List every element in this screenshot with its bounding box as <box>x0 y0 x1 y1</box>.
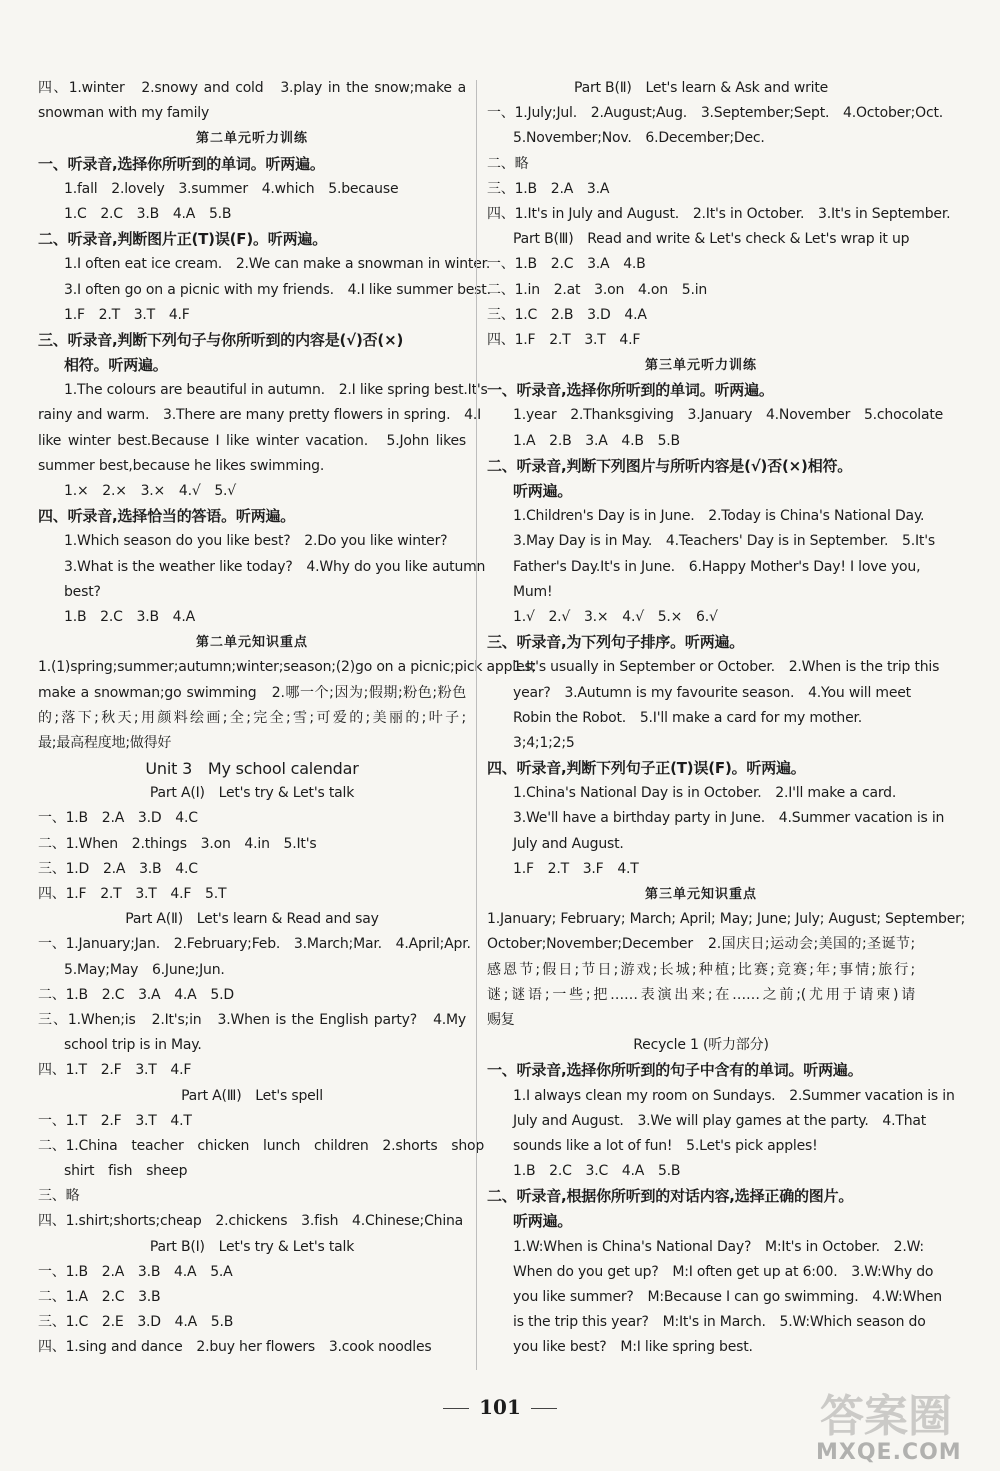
left-line: 的;落下;秋天;用颜料绘画;全;完全;雪;可爱的;美丽的;叶子; <box>38 709 466 726</box>
right-line: July and August. 3.We will play games at the party. 4.That <box>513 1112 927 1129</box>
left-line: 四、听录音,选择恰当的答语。听两遍。 <box>38 507 296 526</box>
left-line: rainy and warm. 3.There are many pretty flowers in spring. 4.I <box>38 407 482 424</box>
left-line: 四、1.sing and dance 2.buy her flowers 3.cook noodles <box>38 1339 432 1356</box>
left-line: 最;最高程度地;做得好 <box>38 734 172 751</box>
left-line: 第二单元知识重点 <box>195 635 308 651</box>
right-line: 1.Children's Day is in June. 2.Today is China's National Day. <box>513 508 925 525</box>
right-line: Part B(Ⅲ) Read and write & Let's check & Let's wrap it up <box>513 231 910 248</box>
left-line: 5.May;May 6.June;Jun. <box>64 961 225 978</box>
right-line: 谜;谜语;一些;把……表演出来;在……之前;(尤用于请柬)请 <box>487 986 915 1003</box>
right-line: 四、1.It's in July and August. 2.It's in October. 3.It's in September. <box>487 205 951 222</box>
right-line: 三、1.B 2.A 3.A <box>487 180 610 197</box>
left-line: 二、听录音,判断图片正(T)误(F)。听两遍。 <box>38 230 328 249</box>
left-line: 第二单元听力训练 <box>195 131 308 147</box>
right-line: 三、听录音,为下列句子排序。听两遍。 <box>487 633 745 652</box>
left-line: 3.What is the weather like today? 4.Why do you like autumn <box>64 558 486 575</box>
right-line: 一、1.July;Jul. 2.August;Aug. 3.September;Sept. 4.October;Oct. <box>487 105 943 122</box>
left-line: 一、1.January;Jan. 2.February;Feb. 3.March;Mar. 4.April;Apr. <box>38 936 471 953</box>
left-line: 四、1.winter 2.snowy and cold 3.play in the snow;make a <box>38 80 466 96</box>
left-line: 1.fall 2.lovely 3.summer 4.which 5.because <box>64 180 399 197</box>
right-line: 二、听录音,根据你所听到的对话内容,选择正确的图片。 <box>487 1187 854 1206</box>
right-line: 一、听录音,选择你所听到的句子中含有的单词。听两遍。 <box>487 1061 863 1080</box>
right-line: Father's Day.It's in June. 6.Happy Mother's Day! I love you, <box>513 558 921 575</box>
right-line: 1.B 2.C 3.C 4.A 5.B <box>513 1163 681 1180</box>
left-line: 四、1.F 2.T 3.T 4.F 5.T <box>38 886 227 902</box>
right-line: 1.January; February; March; April; May; June; July; August; September; <box>487 911 966 928</box>
left-line: Part A(Ⅱ) Let's learn & Read and say <box>125 911 379 928</box>
left-line: summer best,because he likes swimming. <box>38 457 325 474</box>
right-line: is the trip this year? M:It's in March. 5.W:Which season do <box>513 1314 926 1331</box>
right-line: 二、略 <box>487 155 529 172</box>
watermark-logo: 答案圈 <box>820 1391 952 1442</box>
right-line: When do you get up? M:I often get up at 6:00. 3.W:Why do <box>513 1263 934 1280</box>
right-line: Recycle 1 (听力部分) <box>633 1037 769 1054</box>
left-line: 三、略 <box>38 1188 80 1205</box>
left-line: Unit 3 My school calendar <box>145 759 359 779</box>
left-line: shirt fish sheep <box>64 1163 188 1180</box>
right-line: 二、1.in 2.at 3.on 4.on 5.in <box>487 281 708 298</box>
left-line: 相符。听两遍。 <box>64 356 168 375</box>
right-line: Mum! <box>513 583 553 600</box>
right-line: 1.A 2.B 3.A 4.B 5.B <box>513 432 680 449</box>
right-line: 1.year 2.Thanksgiving 3.January 4.November 5.chocolate <box>513 407 944 424</box>
right-line: 一、听录音,选择你所听到的单词。听两遍。 <box>487 381 774 400</box>
left-line: 三、1.When;is 2.It's;in 3.When is the English party? 4.My <box>38 1011 466 1028</box>
left-line: 四、1.T 2.F 3.T 4.F <box>38 1062 192 1079</box>
right-line: 3;4;1;2;5 <box>513 734 575 751</box>
left-line: 四、1.shirt;shorts;cheap 2.chickens 3.fish 4.Chinese;China <box>38 1213 464 1230</box>
column-divider <box>476 80 477 1370</box>
right-line: 第三单元听力训练 <box>644 358 757 374</box>
left-line: Part B(Ⅰ) Let's try & Let's talk <box>149 1238 355 1255</box>
right-line: 三、1.C 2.B 3.D 4.A <box>487 306 647 323</box>
right-line: sounds like a lot of fun! 5.Let's pick apples! <box>513 1137 818 1154</box>
left-line: 1.B 2.C 3.B 4.A <box>64 608 195 625</box>
right-line: 二、听录音,判断下列图片与所听内容是(√)否(×)相符。 <box>487 456 853 475</box>
right-line: 四、听录音,判断下列句子正(T)误(F)。听两遍。 <box>487 759 806 778</box>
left-line: 三、1.C 2.E 3.D 4.A 5.B <box>38 1314 234 1331</box>
left-line: best? <box>64 583 101 600</box>
right-line: October;November;December 2.国庆日;运动会;美国的;圣诞节; <box>487 936 915 953</box>
right-line: 一、1.B 2.C 3.A 4.B <box>487 256 646 273</box>
left-line: 1.F 2.T 3.T 4.F <box>64 306 190 323</box>
left-line: 1.Which season do you like best? 2.Do you like winter? <box>64 533 448 550</box>
left-line: Part A(Ⅰ) Let's try & Let's talk <box>149 785 355 802</box>
right-line: 第三单元知识重点 <box>644 887 757 902</box>
left-line: 3.I often go on a picnic with my friends. 4.I like summer best. <box>64 281 491 298</box>
right-line: 1.China's National Day is in October. 2.I'll make a card. <box>513 785 897 802</box>
left-line: 1.C 2.C 3.B 4.A 5.B <box>64 205 232 222</box>
left-line: 一、1.B 2.A 3.B 4.A 5.A <box>38 1263 233 1280</box>
right-line: 听两遍。 <box>513 1212 573 1231</box>
left-line: 1.I often eat ice cream. 2.We can make a snowman in winter. <box>64 256 491 273</box>
right-line: 1.W:When is China's National Day? M:It's in October. 2.W: <box>513 1238 924 1255</box>
left-line: 三、听录音,判断下列句子与你所听到的内容是(√)否(×) <box>38 330 404 349</box>
left-line: snowman with my family <box>38 105 210 122</box>
right-line: 听两遍。 <box>513 482 573 500</box>
right-line: 3.May Day is in May. 4.Teachers' Day is in September. 5.It's <box>513 533 935 550</box>
left-line: 一、1.B 2.A 3.D 4.C <box>38 810 198 827</box>
left-line: 1.(1)spring;summer;autumn;winter;season;(2)go on a picnic;pick apples; <box>38 659 536 676</box>
right-line: 3.We'll have a birthday party in June. 4.Summer vacation is in <box>513 810 945 827</box>
left-line: 二、1.A 2.C 3.B <box>38 1289 161 1305</box>
left-line: 1.The colours are beautiful in autumn. 2.I like spring best.It's <box>64 382 488 399</box>
right-line: you like summer? M:Because I can go swimming. 4.W:When <box>513 1289 942 1305</box>
right-line: 1.√ 2.√ 3.× 4.√ 5.× 6.√ <box>513 608 718 625</box>
left-line: 二、1.China teacher chicken lunch children 2.shorts shop <box>38 1137 485 1154</box>
left-line: Part A(Ⅲ) Let's spell <box>181 1087 323 1104</box>
right-line: July and August. <box>513 835 624 852</box>
right-line: 5.November;Nov. 6.December;Dec. <box>513 130 765 147</box>
right-line: Part B(Ⅱ) Let's learn & Ask and write <box>573 80 829 96</box>
right-line: year? 3.Autumn is my favourite season. 4.You will meet <box>513 684 911 701</box>
right-line: 1.F 2.T 3.F 4.T <box>513 860 639 877</box>
left-line: 1.× 2.× 3.× 4.√ 5.√ <box>64 483 237 499</box>
right-line: Robin the Robot. 5.I'll make a card for my mother. <box>513 709 863 726</box>
right-column <box>487 76 966 1361</box>
left-line: 一、1.T 2.F 3.T 4.T <box>38 1112 192 1129</box>
left-line: make a snowman;go swimming 2.哪一个;因为;假期;粉色;粉色 <box>38 684 466 701</box>
page-number: 101 <box>0 1395 1000 1419</box>
left-line: like winter best.Because I like winter vacation. 5.John likes <box>38 432 466 449</box>
right-line: you like best? M:I like spring best. <box>513 1339 753 1356</box>
watermark-text: MXQE.COM <box>816 1440 962 1465</box>
left-line: 二、1.When 2.things 3.on 4.in 5.It's <box>38 835 317 852</box>
right-line: 1.I always clean my room on Sundays. 2.Summer vacation is in <box>513 1087 955 1104</box>
right-line: 四、1.F 2.T 3.T 4.F <box>487 331 641 348</box>
left-line: 一、听录音,选择你所听到的单词。听两遍。 <box>38 154 325 173</box>
right-line: 感恩节;假日;节日;游戏;长城;种植;比赛;竞赛;年;事情;旅行; <box>487 961 915 978</box>
left-line: school trip is in May. <box>64 1037 202 1054</box>
right-line: 赐复 <box>487 1011 515 1028</box>
left-line: 二、1.B 2.C 3.A 4.A 5.D <box>38 986 234 1003</box>
left-line: 三、1.D 2.A 3.B 4.C <box>38 860 198 877</box>
right-line: 1.It's usually in September or October. 2.When is the trip this <box>513 659 940 676</box>
